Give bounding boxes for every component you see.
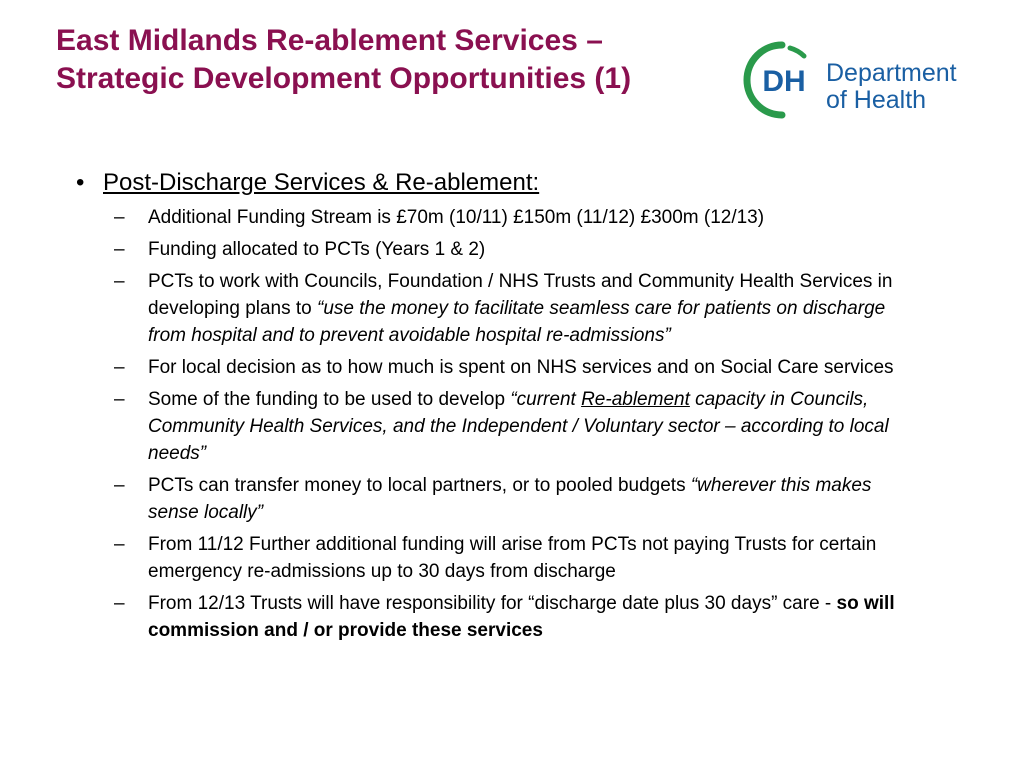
list-item	[76, 386, 956, 467]
slide-title	[56, 22, 631, 98]
sub-bullet-list	[76, 204, 956, 644]
item-text: From 12/13 Trusts will have responsibility for “discharge date plus 30 days” care -	[148, 593, 837, 614]
dash-icon: –	[114, 207, 125, 228]
dash-icon: –	[114, 475, 125, 496]
list-item	[76, 236, 956, 263]
item-text: For local decision as to how much is spent on NHS services and on Social Care services	[148, 357, 894, 378]
item-text: PCTs to work with Councils, Foundation / NHS Trusts and Community Health Services in developing plans to	[148, 271, 893, 319]
logo-wordmark	[826, 60, 957, 114]
title-line-2: Strategic Development Opportunities (1)	[56, 62, 632, 95]
dash-icon: –	[114, 389, 125, 410]
logo-line-2: of Health	[826, 86, 927, 114]
dash-icon: –	[114, 239, 125, 260]
list-item	[76, 354, 956, 381]
item-quote: “current	[510, 389, 582, 410]
main-bullet	[76, 168, 956, 198]
item-quote-underlined: Re-ablement	[581, 389, 690, 410]
dash-icon: –	[114, 534, 125, 555]
main-bullet-text: Post-Discharge Services & Re-ablement:	[103, 169, 540, 196]
list-item	[76, 531, 956, 585]
logo-mark-text: DH	[762, 65, 806, 98]
item-quote: “wherever this makes sense locally”	[148, 475, 872, 523]
item-quote-end: capacity in Councils, Community Health Services, and the Independent / Voluntary sector – according to local needs”	[148, 389, 889, 464]
logo-line-1: Department	[826, 59, 957, 87]
list-item	[76, 204, 956, 231]
item-text: Additional Funding Stream is £70m (10/11) £150m (11/12) £300m (12/13)	[148, 207, 765, 228]
item-quote: “use the money to facilitate seamless care for patients on discharge from hospital and to prevent avoidable hospital re-admissions”	[148, 298, 886, 346]
bullet-icon: •	[76, 169, 85, 196]
slide-body	[76, 168, 956, 649]
item-text: PCTs can transfer money to local partners, or to pooled budgets	[148, 475, 691, 496]
item-text: From 11/12 Further additional funding will arise from PCTs not paying Trusts for certain emergency re-admissions up to 30 days from discharge	[148, 534, 877, 582]
dash-icon: –	[114, 593, 125, 614]
item-bold-text: so will commission and / or provide these services	[148, 593, 895, 641]
item-text: Funding allocated to PCTs (Years 1 & 2)	[148, 239, 486, 260]
list-item	[76, 590, 956, 644]
item-text: Some of the funding to be used to develop	[148, 389, 511, 410]
list-item	[76, 472, 956, 526]
dash-icon: –	[114, 357, 125, 378]
department-of-health-logo	[738, 40, 988, 120]
dh-logo-mark-icon	[738, 40, 826, 120]
dash-icon: –	[114, 271, 125, 292]
list-item	[76, 268, 956, 349]
title-line-1: East Midlands Re-ablement Services –	[56, 24, 603, 57]
